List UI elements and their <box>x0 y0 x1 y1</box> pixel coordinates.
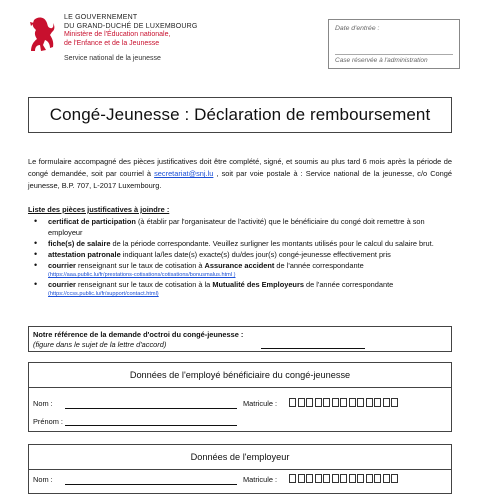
doc-text: renseignant sur le taux de cotisation à <box>75 261 205 270</box>
matricule-digit-box[interactable] <box>357 474 364 483</box>
doc-bold: courrier <box>48 261 76 270</box>
matricule-digit-box[interactable] <box>289 474 296 483</box>
matricule-digit-box[interactable] <box>374 474 381 483</box>
matricule-digit-box[interactable] <box>391 398 398 407</box>
matricule-digit-box[interactable] <box>332 474 339 483</box>
employee-section <box>28 362 452 432</box>
employee-name-field[interactable] <box>65 408 237 409</box>
intro-paragraph <box>28 156 452 193</box>
list-item <box>28 260 458 279</box>
matricule-digit-box[interactable] <box>340 398 347 407</box>
doc-text: de la période correspondante. Veuillez surligner les montants utilisés pour le calcul du salaire brut. <box>110 239 434 248</box>
documents-heading: Liste des pièces justificatives à joindre : <box>28 205 170 214</box>
reference-label: Notre référence de la demande d'octroi du congé-jeunesse : <box>33 330 244 339</box>
doc-bold: fiche(s) de salaire <box>48 239 111 248</box>
list-item <box>28 216 458 238</box>
matricule-digit-box[interactable] <box>349 398 356 407</box>
employer-name-field[interactable] <box>65 484 237 485</box>
doc-bold-2: Mutualité des Employeurs <box>212 280 304 289</box>
matricule-digit-box[interactable] <box>323 398 330 407</box>
doc-bold: courrier <box>48 280 76 289</box>
admin-reserved-label: Case réservée à l'administration <box>335 57 428 64</box>
matricule-digit-box[interactable] <box>323 474 330 483</box>
list-item <box>28 249 458 260</box>
matricule-digit-box[interactable] <box>298 398 305 407</box>
ministry-line-1: Ministère de l'Éducation nationale, <box>64 31 171 39</box>
list-item <box>28 279 458 298</box>
matricule-digit-box[interactable] <box>306 398 313 407</box>
matricule-digit-box[interactable] <box>374 398 381 407</box>
employee-name-label: Nom : <box>33 399 53 408</box>
doc-text-2: de l'année correspondante <box>303 280 394 289</box>
date-entry-label: Date d'entrée : <box>335 25 380 32</box>
documents-list <box>28 216 458 298</box>
matricule-digit-box[interactable] <box>383 398 390 407</box>
doc-bold: certificat de participation <box>48 217 136 226</box>
ministry-line-2: de l'Enfance et de la Jeunesse <box>64 39 160 47</box>
admin-divider <box>335 54 453 55</box>
matricule-digit-box[interactable] <box>340 474 347 483</box>
doc-text-2: de l'année correspondante <box>274 261 364 270</box>
service-name: Service national de la jeunesse <box>64 55 161 63</box>
doc-bold-2: Assurance accident <box>204 261 275 270</box>
doc-bold: attestation patronale <box>48 250 121 259</box>
matricule-digit-box[interactable] <box>332 398 339 407</box>
intro-text-2: , soit par voie postale à : Service national de la jeunesse, c/o Congé jeunesse, B.P. 707, L-2017 Luxembourg. <box>28 169 452 191</box>
employer-matricule-boxes[interactable] <box>289 474 400 483</box>
doc-text: indiquant la/les date(s) exacte(s) du/des jour(s) congé-jeunesse effectivement pris <box>120 250 391 259</box>
reference-box <box>28 326 452 352</box>
employer-section <box>28 444 452 494</box>
email-link[interactable]: secretariat@snj.lu <box>154 169 214 179</box>
employee-matricule-boxes[interactable] <box>289 398 400 407</box>
ccss-link[interactable]: (https://ccss.public.lu/fr/support/contact.html) <box>48 291 159 297</box>
doc-text: (à établir par l'organisateur de l'activité) que le bénéficiaire du congé doit remettre à son employeur <box>48 217 425 237</box>
employee-firstname-label: Prénom : <box>33 417 63 426</box>
intro-text-1: Le formulaire accompagné des pièces justificatives doit être complété, signé, et soumis au plus tard 6 mois après la période de congé demandée, soit par courriel à <box>28 157 452 179</box>
matricule-digit-box[interactable] <box>306 474 313 483</box>
matricule-digit-box[interactable] <box>289 398 296 407</box>
list-item <box>28 238 458 249</box>
aaa-link[interactable]: (https://aaa.public.lu/fr/prestations-cotisations/cotisations/bonusmalus.html ) <box>48 272 236 278</box>
employee-section-heading: Données de l'employé bénéficiaire du congé-jeunesse <box>29 363 451 388</box>
employer-matricule-label: Matricule : <box>243 475 278 484</box>
matricule-digit-box[interactable] <box>298 474 305 483</box>
employer-name-label: Nom : <box>33 475 53 484</box>
matricule-digit-box[interactable] <box>366 398 373 407</box>
matricule-digit-box[interactable] <box>391 474 398 483</box>
employee-matricule-label: Matricule : <box>243 399 278 408</box>
admin-date-box[interactable] <box>328 19 460 69</box>
government-header <box>64 14 198 64</box>
matricule-digit-box[interactable] <box>357 398 364 407</box>
document-title: Congé-Jeunesse : Déclaration de remboursement <box>49 105 431 124</box>
reference-hint <box>33 340 166 349</box>
gov-line-2: DU GRAND-DUCHÉ DE LUXEMBOURG <box>64 22 198 30</box>
matricule-digit-box[interactable] <box>315 398 322 407</box>
matricule-digit-box[interactable] <box>366 474 373 483</box>
reference-hint-text: (figure dans le sujet de la lettre d'accord) <box>33 340 167 349</box>
employer-section-heading: Données de l'employeur <box>29 445 451 470</box>
document-title-box <box>28 97 452 133</box>
doc-text: renseignant sur le taux de cotisation à la <box>75 280 213 289</box>
matricule-digit-box[interactable] <box>315 474 322 483</box>
gov-line-1: LE GOUVERNEMENT <box>64 14 138 21</box>
reference-input-line[interactable] <box>261 348 365 349</box>
matricule-digit-box[interactable] <box>349 474 356 483</box>
matricule-digit-box[interactable] <box>383 474 390 483</box>
luxembourg-lion-logo <box>28 14 56 54</box>
employee-firstname-field[interactable] <box>65 425 237 426</box>
